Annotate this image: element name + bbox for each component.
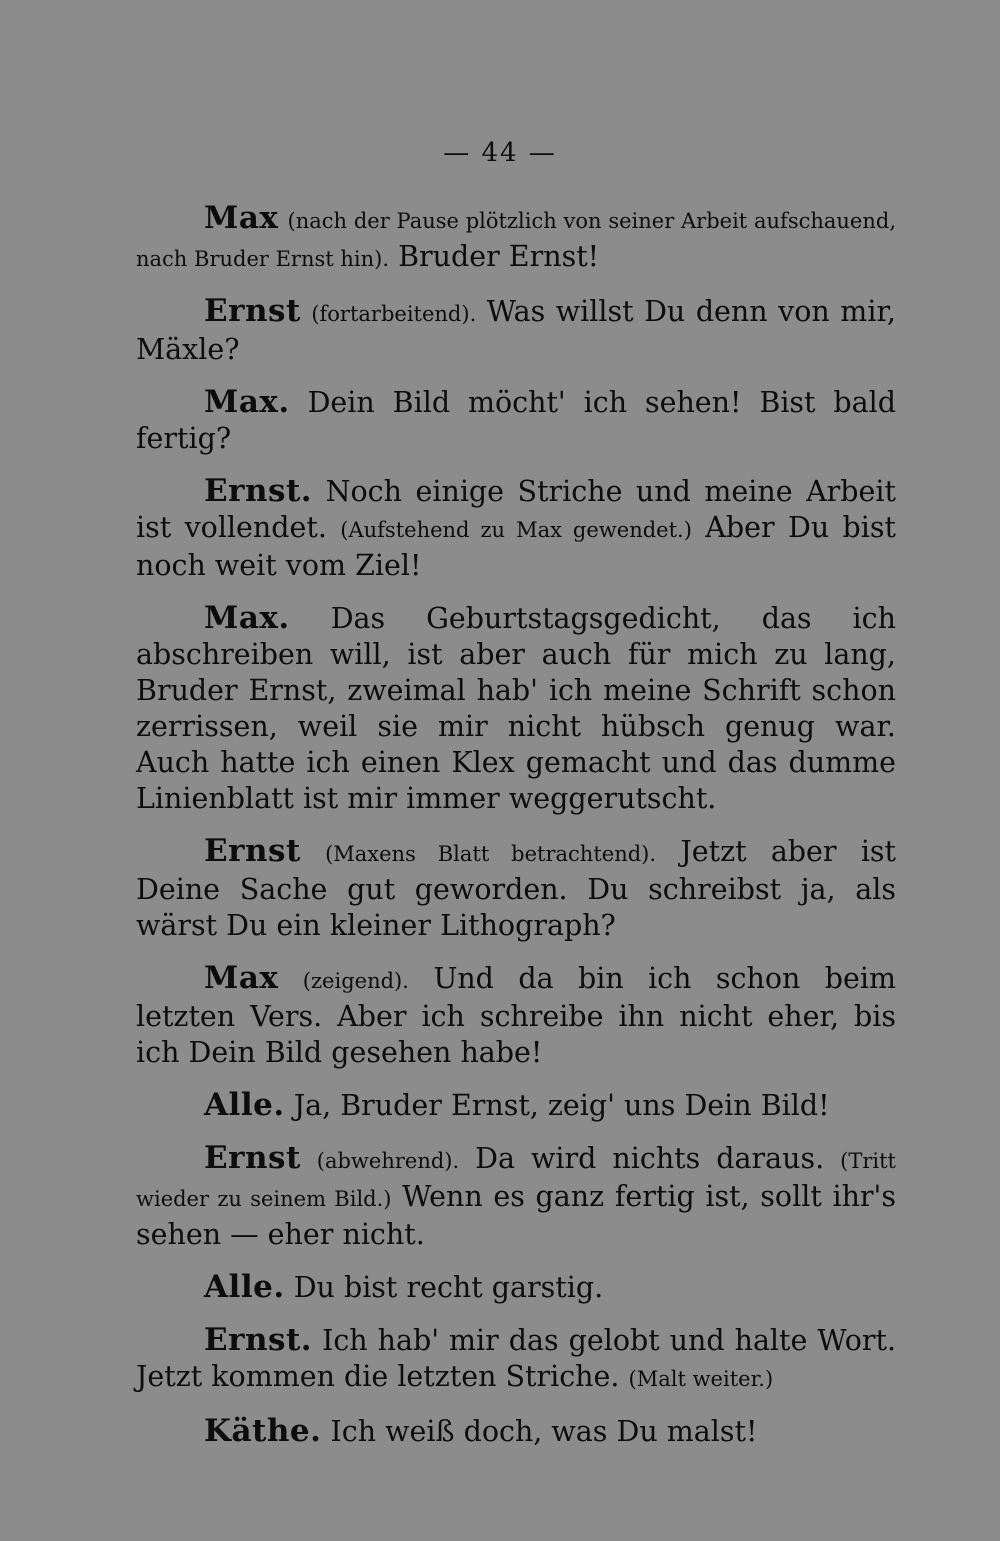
spoken-text: Da wird nichts daraus. [475,1142,825,1175]
stage-direction: (abwehrend). [316,1149,460,1173]
spoken-text: Noch einige Striche und meine Arbeit ist vollendet. [136,475,896,544]
speaker-name: Käthe. [204,1413,322,1449]
speaker-name: Ernst. [204,1322,313,1358]
stage-direction: (Maxens Blatt betrachtend). [325,842,657,866]
dialogue-paragraph [136,1087,896,1124]
spoken-text: Aber Du bist noch weit vom Ziel! [136,511,896,582]
dialogue-paragraph [136,1269,896,1306]
spoken-text: Ja, Bruder Ernst, zeig' uns Dein Bild! [293,1089,830,1122]
speaker-name: Alle. [204,1269,285,1305]
spoken-text: Wenn es ganz fertig ist, sollt ihr's sehen — eher nicht. [136,1180,897,1251]
dialogue-text [136,200,896,1466]
spoken-text: Dein Bild möcht' ich sehen! Bist bald fertig? [136,386,896,455]
speaker-name: Ernst [204,1140,301,1176]
spoken-text: Ich weiß doch, was Du malst! [330,1415,758,1448]
stage-direction: (zeigend). [302,969,409,993]
dialogue-paragraph [136,473,896,584]
dialogue-paragraph [136,384,896,457]
dialogue-paragraph [136,960,896,1071]
speaker-name: Ernst [204,833,301,869]
speaker-name: Alle. [204,1087,285,1123]
dialogue-paragraph [136,200,896,277]
dialogue-paragraph [136,1140,896,1253]
spoken-text: Das Geburtstagsgedicht, das ich abschreiben will, ist aber auch für mich zu lang, Bruder Ernst, zweimal hab' ich meine Schrift schon zerrissen, weil sie mir nicht hübsch genug war. Auch hatte ich einen Klex gemacht und das dumme Linienblatt ist mir immer weggerutscht. [136,602,896,815]
stage-direction: (Tritt wieder zu seinem Bild.) [136,1149,896,1211]
speaker-name: Max. [204,384,290,420]
stage-direction: (fortarbeitend). [311,302,477,326]
speaker-name: Max [204,960,279,996]
dialogue-paragraph [136,293,896,368]
dialogue-paragraph [136,1413,896,1450]
spoken-text: Und da bin ich schon beim letzten Vers. Aber ich schreibe ihn nicht eher, bis ich Dein Bild gesehen habe! [136,962,897,1069]
spoken-text: Jetzt aber ist Deine Sache gut geworden. Du schreibst ja, als wärst Du ein kleiner Lithograph? [136,835,897,942]
speaker-name: Max [204,200,279,236]
dialogue-paragraph [136,833,896,944]
speaker-name: Ernst. [204,473,313,509]
dialogue-paragraph [136,1322,896,1397]
dialogue-paragraph [136,600,896,817]
stage-direction: (nach der Pause plötzlich von seiner Arbeit aufschauend, nach Bruder Ernst hin). [136,209,896,271]
spoken-text: Du bist recht garstig. [293,1271,604,1304]
speaker-name: Ernst [204,293,301,329]
speaker-name: Max. [204,600,290,636]
stage-direction: (Malt weiter.) [628,1367,774,1391]
spoken-text: Bruder Ernst! [398,240,600,273]
spoken-text: Was willst Du denn von mir, Mäxle? [136,295,896,366]
stage-direction: (Aufstehend zu Max gewendet.) [340,518,692,542]
page-number: — 44 — [443,138,557,168]
spoken-text: Ich hab' mir das gelobt und halte Wort. Jetzt kommen die letzten Striche. [136,1324,896,1393]
